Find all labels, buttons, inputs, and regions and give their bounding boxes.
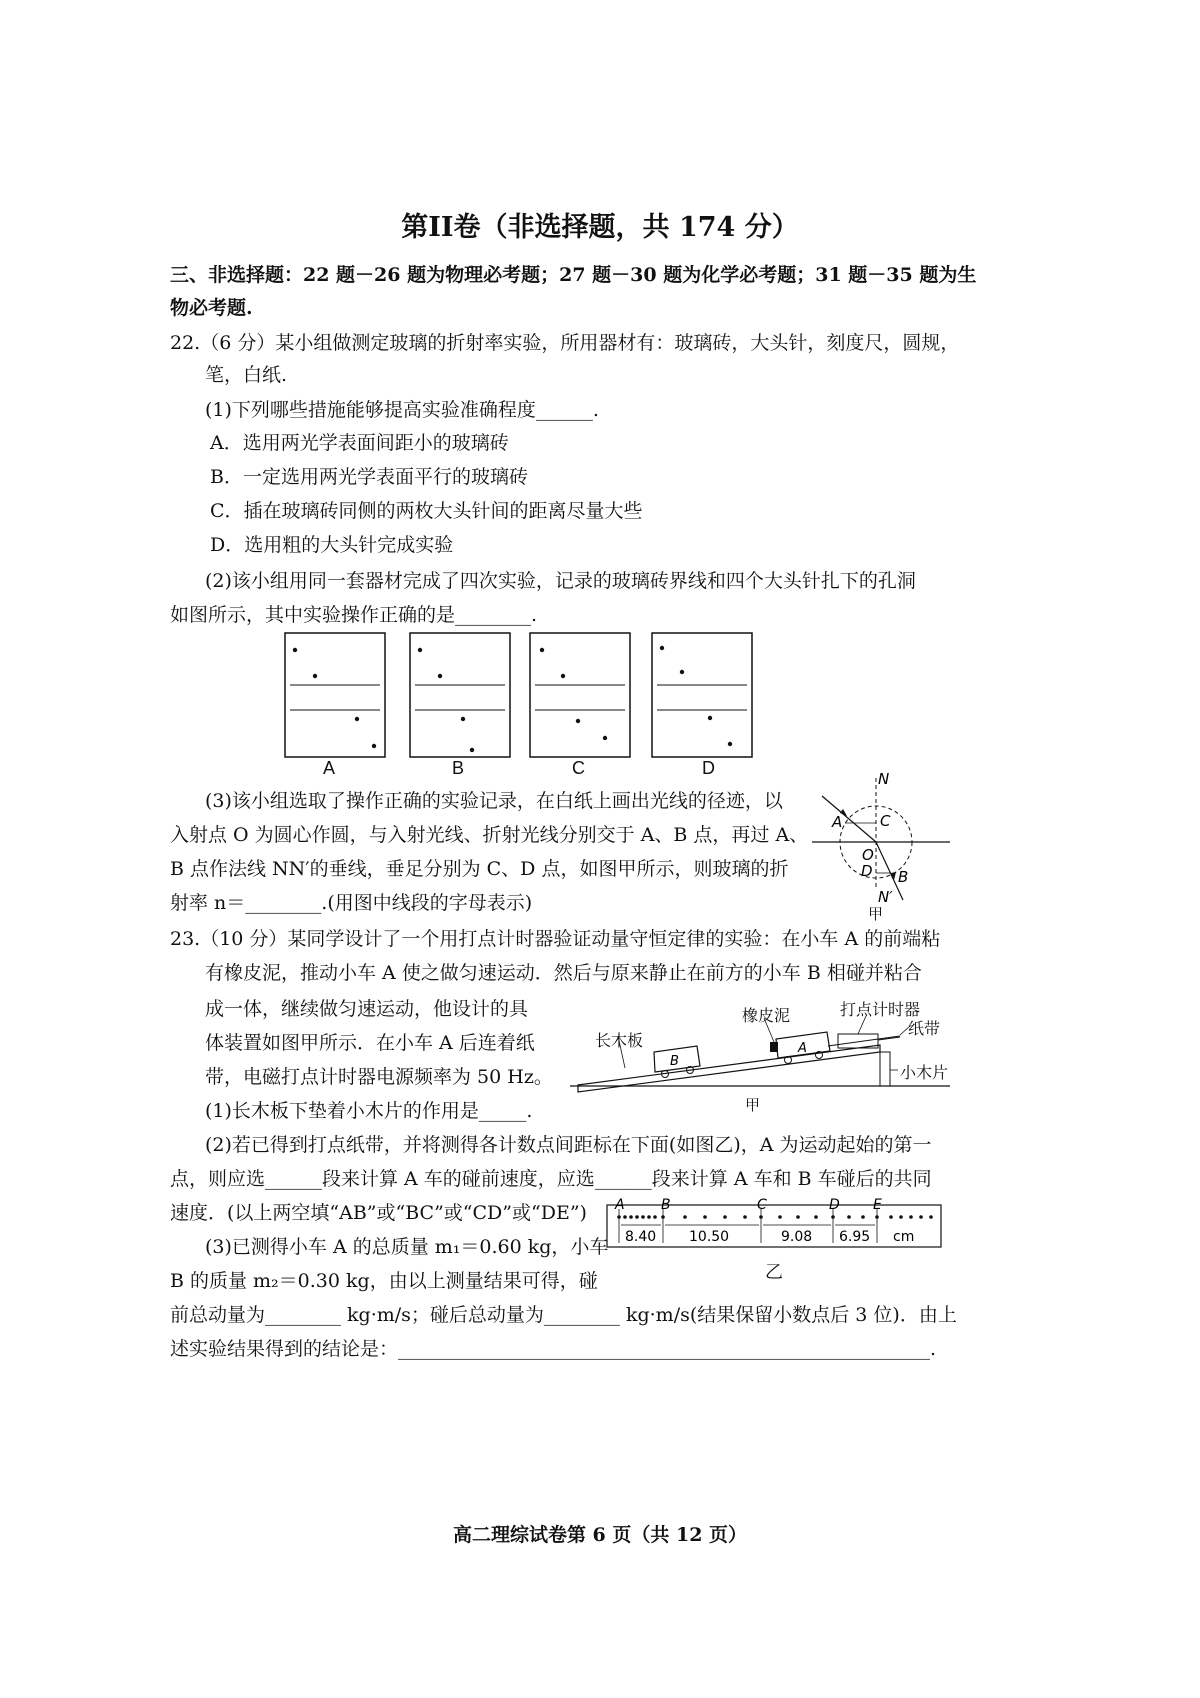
q23-left-line3: 带，电磁打点计时器电源频率为 50 Hz。 [205, 1066, 553, 1088]
label-d: D [861, 862, 873, 880]
q22-part3-line3: B 点作法线 NN′的垂线，垂足分别为 C、D 点，如图甲所示，则玻璃的折 [170, 858, 789, 880]
q22-record-figures [280, 628, 760, 778]
q23-part2-line2: 点，则应选______段来计算 A 车的碰前速度，应选______段来计算 A 车和 B 车碰后的共同 [170, 1168, 932, 1190]
q23-part1: (1)长木板下垫着小木片的作用是_____. [205, 1100, 533, 1122]
q23-tape-figure [605, 1195, 945, 1255]
q23-intro-line1: 23.（10 分）某同学设计了一个用打点计时器验证动量守恒定律的实验：在小车 A 的前端粘 [170, 928, 941, 950]
q23-part3-line4: 述实验结果得到的结论是：________________________________________________________. [170, 1338, 937, 1360]
record-label-d: D [702, 758, 715, 778]
apparatus-caption: 甲 [745, 1096, 761, 1114]
section-instruction-line2: 物必考题. [170, 297, 253, 319]
circle-figure-caption: 甲 [868, 905, 884, 923]
q22-option-d: D．选用粗的大头针完成实验 [210, 534, 454, 556]
label-b: B [898, 868, 909, 886]
q23-part3-line3: 前总动量为________ kg·m/s；碰后总动量为________ kg·m/s(结果保留小数点后 3 位)．由上 [170, 1304, 957, 1326]
q22-intro-line1: 22.（6 分）某小组做测定玻璃的折射率实验，所用器材有：玻璃砖，大头针，刻度尺，圆规， [170, 332, 960, 354]
record-figure-b [410, 633, 510, 757]
section-instruction-line1: 三、非选择题：22 题－26 题为物理必考题；27 题－30 题为化学必考题；31 题－35 题为生 [170, 264, 977, 286]
tape-distance-ab: 8.40 [625, 1229, 657, 1245]
page-footer: 高二理综试卷第 6 页（共 12 页） [452, 1524, 748, 1546]
record-label-b: B [452, 758, 465, 778]
label-c: C [880, 812, 891, 830]
page-title: 第II卷（非选择题，共 174 分） [401, 212, 799, 243]
cart-b [654, 1046, 700, 1078]
tape-caption: 乙 [765, 1262, 783, 1283]
label-clay: 橡皮泥 [742, 1006, 791, 1025]
record-label-a: A [323, 758, 336, 778]
tape-distance-cd: 9.08 [781, 1229, 813, 1245]
record-figure-c [530, 633, 630, 757]
q23-left-line1: 成一体，继续做匀速运动，他设计的具 [205, 998, 529, 1020]
q23-left-line2: 体装置如图甲所示．在小车 A 后连着纸 [205, 1032, 535, 1054]
q22-part2-line1: (2)该小组用同一套器材完成了四次实验，记录的玻璃砖界线和四个大头针扎下的孔洞 [205, 570, 916, 592]
tape-point-e: E [873, 1197, 882, 1213]
q22-option-a: A．选用两光学表面间距小的玻璃砖 [210, 432, 509, 454]
record-figure-d [652, 633, 752, 757]
clay-block [770, 1042, 778, 1052]
q22-circle-figure [810, 770, 955, 910]
label-board: 长木板 [595, 1031, 644, 1050]
q23-part3-line1: (3)已测得小车 A 的总质量 m₁＝0.60 kg，小车 [205, 1236, 609, 1258]
q22-part1: (1)下列哪些措施能够提高实验准确程度______. [205, 399, 599, 421]
tape-point-d: D [829, 1197, 840, 1213]
record-figure-a [285, 633, 385, 757]
q23-part2-line1: (2)若已得到打点纸带，并将测得各计数点间距标在下面(如图乙)，A 为运动起始的第一 [205, 1134, 932, 1156]
q22-part3-line1: (3)该小组选取了操作正确的实验记录，在白纸上画出光线的径迹，以 [205, 790, 783, 812]
tape-unit: cm [893, 1229, 915, 1245]
label-tape: 纸带 [908, 1019, 941, 1038]
label-a: A [832, 813, 843, 831]
tape-point-c: C [757, 1197, 767, 1213]
q23-part2-line3: 速度．(以上两空填“AB”或“BC”或“CD”或“DE”) [170, 1202, 587, 1224]
label-n-prime: N′ [878, 888, 893, 906]
q22-part3-line2: 入射点 O 为圆心作圆，与入射光线、折射光线分别交于 A、B 点，再过 A、 [170, 824, 809, 846]
cart-a-label: A [798, 1041, 807, 1056]
label-block: 小木片 [900, 1063, 949, 1082]
tape-dots [617, 1215, 933, 1219]
q23-intro-line2: 有橡皮泥，推动小车 A 使之做匀速运动．然后与原来静止在前方的小车 B 相碰并粘合 [205, 962, 922, 984]
q22-part2-line2: 如图所示，其中实验操作正确的是________. [170, 604, 538, 626]
q22-part3-line4: 射率 n＝________.(用图中线段的字母表示) [170, 892, 533, 914]
q22-option-c: C．插在玻璃砖同侧的两枚大头针间的距离尽量大些 [210, 500, 643, 522]
label-n: N [878, 770, 890, 788]
tape-point-b: B [661, 1197, 671, 1213]
q23-part3-line2: B 的质量 m₂＝0.30 kg，由以上测量结果可得，碰 [170, 1270, 598, 1292]
tape-distance-bc: 10.50 [689, 1229, 730, 1245]
record-label-c: C [572, 758, 585, 778]
q22-intro-line2: 笔，白纸. [205, 364, 288, 386]
tape-point-a: A [615, 1197, 625, 1213]
cart-b-label: B [670, 1054, 679, 1069]
tape-distance-de: 6.95 [839, 1229, 871, 1245]
label-o: O [862, 846, 874, 864]
q22-option-b: B．一定选用两光学表面平行的玻璃砖 [210, 466, 528, 488]
label-timer: 打点计时器 [840, 1000, 921, 1019]
